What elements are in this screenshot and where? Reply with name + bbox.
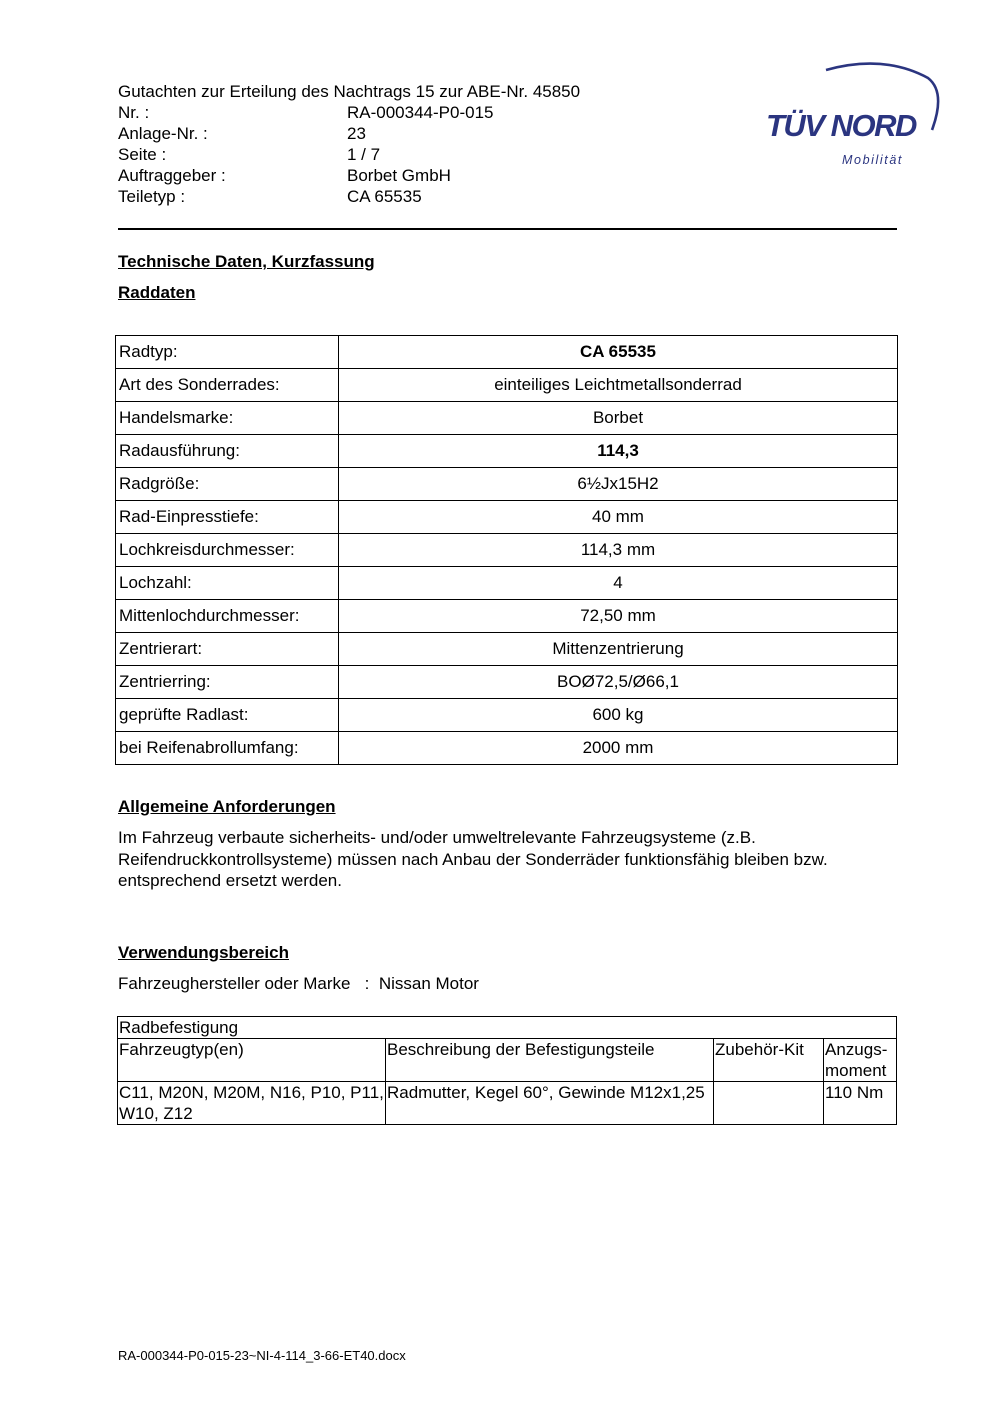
hersteller-label: Fahrzeughersteller oder Marke bbox=[118, 974, 351, 993]
cell-anzugsmoment: 110 Nm bbox=[824, 1082, 897, 1125]
row-value: Mittenzentrierung bbox=[339, 633, 898, 666]
section-heading-allgemein: Allgemeine Anforderungen bbox=[118, 797, 336, 816]
field-value: RA-000344-P0-015 bbox=[347, 103, 494, 122]
row-label: geprüfte Radlast: bbox=[116, 699, 339, 732]
table-row bbox=[116, 633, 898, 666]
header-typ: Fahrzeugtyp(en) bbox=[118, 1039, 386, 1082]
table-row bbox=[116, 666, 898, 699]
header-zubehoer-kit: Zubehör-Kit bbox=[714, 1039, 824, 1082]
header-field bbox=[118, 186, 580, 207]
field-label: Anlage-Nr. : bbox=[118, 124, 208, 143]
header-title: Gutachten zur Erteilung des Nachtrags 15 zur ABE-Nr. 45850 bbox=[118, 82, 581, 101]
field-label: Nr. : bbox=[118, 103, 150, 122]
field-value: 23 bbox=[347, 124, 366, 143]
row-value: 600 kg bbox=[339, 699, 898, 732]
row-label: Mittenlochdurchmesser: bbox=[116, 600, 339, 633]
tuv-nord-logo bbox=[764, 58, 944, 170]
footer-filename: RA-000344-P0-015-23~NI-4-114_3-66-ET40.docx bbox=[118, 1348, 406, 1363]
row-label: bei Reifenabrollumfang: bbox=[116, 732, 339, 765]
field-label: Teiletyp : bbox=[118, 187, 186, 206]
row-label: Radausführung: bbox=[116, 435, 339, 468]
section-heading-tech: Technische Daten, Kurzfassung bbox=[118, 252, 375, 271]
befestigung-table bbox=[117, 1016, 897, 1125]
row-value: 114,3 mm bbox=[339, 534, 898, 567]
header-field bbox=[118, 144, 580, 165]
row-value: 40 mm bbox=[339, 501, 898, 534]
field-value: 1 / 7 bbox=[347, 145, 381, 164]
row-label: Art des Sonderrades: bbox=[116, 369, 339, 402]
header-field bbox=[118, 123, 580, 144]
row-value: einteiliges Leichtmetallsonderrad bbox=[339, 369, 898, 402]
row-label: Zentrierart: bbox=[116, 633, 339, 666]
table-row bbox=[116, 501, 898, 534]
cell-zubehoer-kit bbox=[714, 1082, 824, 1125]
table-title: Radbefestigung bbox=[118, 1017, 897, 1039]
table-row bbox=[116, 600, 898, 633]
cell-beschreibung: Radmutter, Kegel 60°, Gewinde M12x1,25 bbox=[386, 1082, 714, 1125]
row-label: Radtyp: bbox=[116, 336, 339, 369]
table-row bbox=[116, 369, 898, 402]
table-row bbox=[116, 732, 898, 765]
row-value: Borbet bbox=[339, 402, 898, 435]
row-label: Zentrierring: bbox=[116, 666, 339, 699]
section-heading-raddaten: Raddaten bbox=[118, 283, 196, 302]
table-row bbox=[116, 435, 898, 468]
row-value: 114,3 bbox=[339, 435, 898, 468]
hersteller-separator: : bbox=[364, 974, 370, 993]
table-header-row bbox=[118, 1039, 897, 1082]
row-label: Rad-Einpresstiefe: bbox=[116, 501, 339, 534]
header-divider bbox=[118, 228, 897, 230]
field-label: Seite : bbox=[118, 145, 167, 164]
field-label: Auftraggeber : bbox=[118, 166, 226, 185]
row-value: 6½Jx15H2 bbox=[339, 468, 898, 501]
document-header bbox=[118, 81, 580, 207]
table-row bbox=[118, 1082, 897, 1125]
hersteller-line bbox=[118, 974, 479, 994]
header-anzugsmoment: Anzugs-moment bbox=[824, 1039, 897, 1082]
table-row bbox=[116, 468, 898, 501]
table-row bbox=[116, 534, 898, 567]
field-value: CA 65535 bbox=[347, 187, 422, 206]
allgemein-paragraph: Im Fahrzeug verbaute sicherheits- und/oder umweltrelevante Fahrzeugsysteme (z.B. Reifendruckkontrollsysteme) müssen nach Anbau der Sonderräder funktionsfähig bleiben bzw. entsprechend ersetzt werden. bbox=[118, 828, 828, 890]
row-value: 4 bbox=[339, 567, 898, 600]
logo-subtitle: Mobilität bbox=[842, 153, 903, 167]
logo-brand: TÜV NORD bbox=[766, 108, 916, 143]
header-field bbox=[118, 102, 580, 123]
row-value: 72,50 mm bbox=[339, 600, 898, 633]
table-row bbox=[116, 336, 898, 369]
table-row bbox=[116, 567, 898, 600]
hersteller-value: Nissan Motor bbox=[378, 974, 479, 993]
raddaten-table bbox=[115, 335, 898, 765]
table-row bbox=[116, 699, 898, 732]
row-label: Radgröße: bbox=[116, 468, 339, 501]
row-value: 2000 mm bbox=[339, 732, 898, 765]
table-title-row bbox=[118, 1017, 897, 1039]
row-label: Lochkreisdurchmesser: bbox=[116, 534, 339, 567]
row-label: Handelsmarke: bbox=[116, 402, 339, 435]
row-value: CA 65535 bbox=[339, 336, 898, 369]
row-value: BOØ72,5/Ø66,1 bbox=[339, 666, 898, 699]
section-heading-verwendung: Verwendungsbereich bbox=[118, 943, 289, 962]
row-label: Lochzahl: bbox=[116, 567, 339, 600]
cell-typ: C11, M20N, M20M, N16, P10, P11, W10, Z12 bbox=[119, 1083, 384, 1123]
table-row bbox=[116, 402, 898, 435]
header-field bbox=[118, 165, 580, 186]
field-value: Borbet GmbH bbox=[347, 166, 451, 185]
header-beschreibung: Beschreibung der Befestigungsteile bbox=[386, 1039, 714, 1082]
